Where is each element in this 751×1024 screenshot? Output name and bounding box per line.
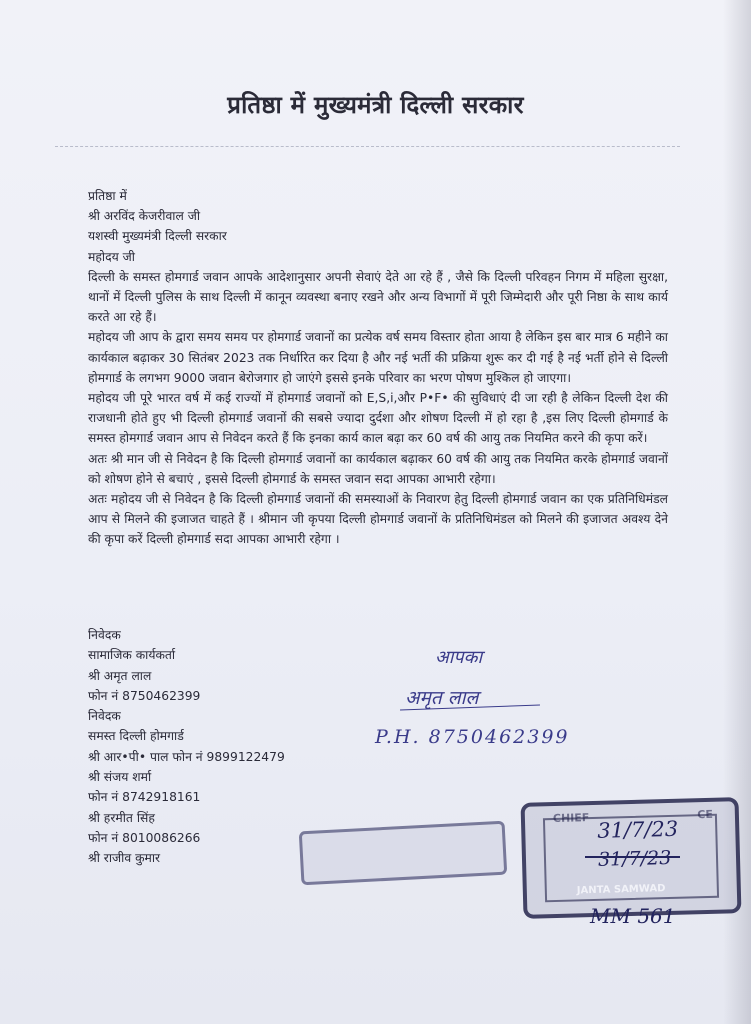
signatory-line: फोन नं 8750462399 — [88, 688, 201, 703]
stamp-date: 31/7/23 — [596, 816, 679, 843]
signatory-line: श्री संजय शर्मा — [88, 770, 152, 785]
signatory-line: श्री राजीव कुमार — [88, 851, 161, 866]
paragraph: महोदय जी पूरे भारत वर्ष में कई राज्यों में होमगार्ड जवानों को E,S,i,और P•F• की सुविधाएं दी जा रही है लेकिन दिल्ली देश की राजधानी होते हुए भी दिल्ली होमगार्ड जवानों की सबसे ज्यादा दुर्दशा और शोषण दिल्ली में हो रहा है ,इस लिए दिल्ली होमगार्ड के समस्त होमगार्ड जवान आप से निवेदन करते हैं कि इनका कार्य काल बढ़ा कर 60 वर्ष की आयु तक नियमित करने की कृपा करें। — [88, 391, 668, 446]
stamp-reference-number: MM 561 — [590, 904, 676, 928]
signatory-line: श्री हरमीत सिंह — [88, 810, 155, 825]
letter-body — [88, 186, 668, 550]
stamp-date-second: 31/7/23 — [597, 846, 672, 871]
signatory-line: निवेदक — [88, 628, 121, 642]
salutation-line: प्रतिष्ठा में — [88, 189, 127, 203]
paragraph: महोदय जी आप के द्वारा समय समय पर होमगार्ड जवानों का प्रत्येक वर्ष समय विस्तार होता आया है लेकिन इस बार मात्र 6 महीने का कार्यकाल बढ़ाकर 30 सितंबर 2023 तक निर्धारित कर दिया है और नई भर्ती की प्रक्रिया शुरू कर दी गई है नई भर्ती होने से दिल्ली होमगार्ड के लगभग 9000 जवान बेरोजगार हो जाएंगे इससे इनके परिवार का भरण पोषण मुश्किल हो जाएगा। — [88, 330, 668, 385]
stamp-label-left: CHIEF — [552, 811, 590, 826]
signatory-line: समस्त दिल्ली होमगार्ड — [88, 729, 184, 744]
stamp-strike-line — [585, 856, 680, 858]
signatory-line: फोन नं 8742918161 — [88, 790, 201, 805]
paragraph: अतः श्री मान जी से निवेदन है कि दिल्ली होमगार्ड जवानों का कार्यकाल बढ़ाकर 60 वर्ष की आयु तक नियमित करके होमगार्ड जवानों को शोषण होने से बचाएं , इससे दिल्ली होमगार्ड के समस्त जवान सदा आपका आभारी रहेगा। — [88, 451, 668, 486]
receipt-stamp — [521, 797, 742, 919]
faded-stamp-mark — [299, 821, 508, 886]
letter-heading: प्रतिष्ठा में मुख्यमंत्री दिल्ली सरकार — [227, 91, 524, 119]
handwritten-closing: आपका — [435, 647, 483, 668]
paragraph: दिल्ली के समस्त होमगार्ड जवान आपके आदेशानुसार अपनी सेवाएं देते आ रहे हैं , जैसे कि दिल्ली परिवहन निगम में महिला सुरक्षा, थानों में दिल्ली पुलिस के साथ दिल्ली में कानून व्यवस्था बनाए रखने और अन्य विभागों में पूरी जिम्मेदारी और पूरी निष्ठा के साथ कार्य करते आ रहे हैं। — [88, 269, 668, 325]
signatory-line: निवेदक — [88, 709, 121, 724]
signatory-line: श्री आर•पी• पाल फोन नं 9899122479 — [88, 749, 285, 764]
salutation-line: महोदय जी — [88, 249, 135, 264]
signatory-line: सामाजिक कार्यकर्ता — [88, 648, 176, 663]
handwritten-signature: अमृत लाल — [405, 687, 479, 709]
stamp-name: JANTA SAMWAD — [576, 883, 666, 897]
signatory-line: फोन नं 8010086266 — [88, 830, 201, 845]
stamp-label-right: CE — [697, 807, 714, 822]
heading-divider — [55, 146, 680, 147]
paragraph: अतः महोदय जी से निवेदन है कि दिल्ली होमगार्ड जवानों की समस्याओं के निवारण हेतु दिल्ली होमगार्ड जवान का एक प्रतिनिधिमंडल आप से मिलने की इजाजत चाहते हैं । श्रीमान जी कृपया दिल्ली होमगार्ड जवानों के प्रतिनिधिमंडल को मिलने की इजाजत अवश्य देने की कृपा करें दिल्ली होमगार्ड सदा आपका आभारी रहेगा । — [88, 492, 668, 547]
salutation-line: श्री अरविंद केजरीवाल जी — [88, 209, 201, 224]
salutation-line: यशस्वी मुख्यमंत्री दिल्ली सरकार — [88, 229, 227, 244]
signatory-line: श्री अमृत लाल — [88, 668, 152, 683]
handwritten-phone: P.H. 8750462399 — [375, 726, 570, 748]
